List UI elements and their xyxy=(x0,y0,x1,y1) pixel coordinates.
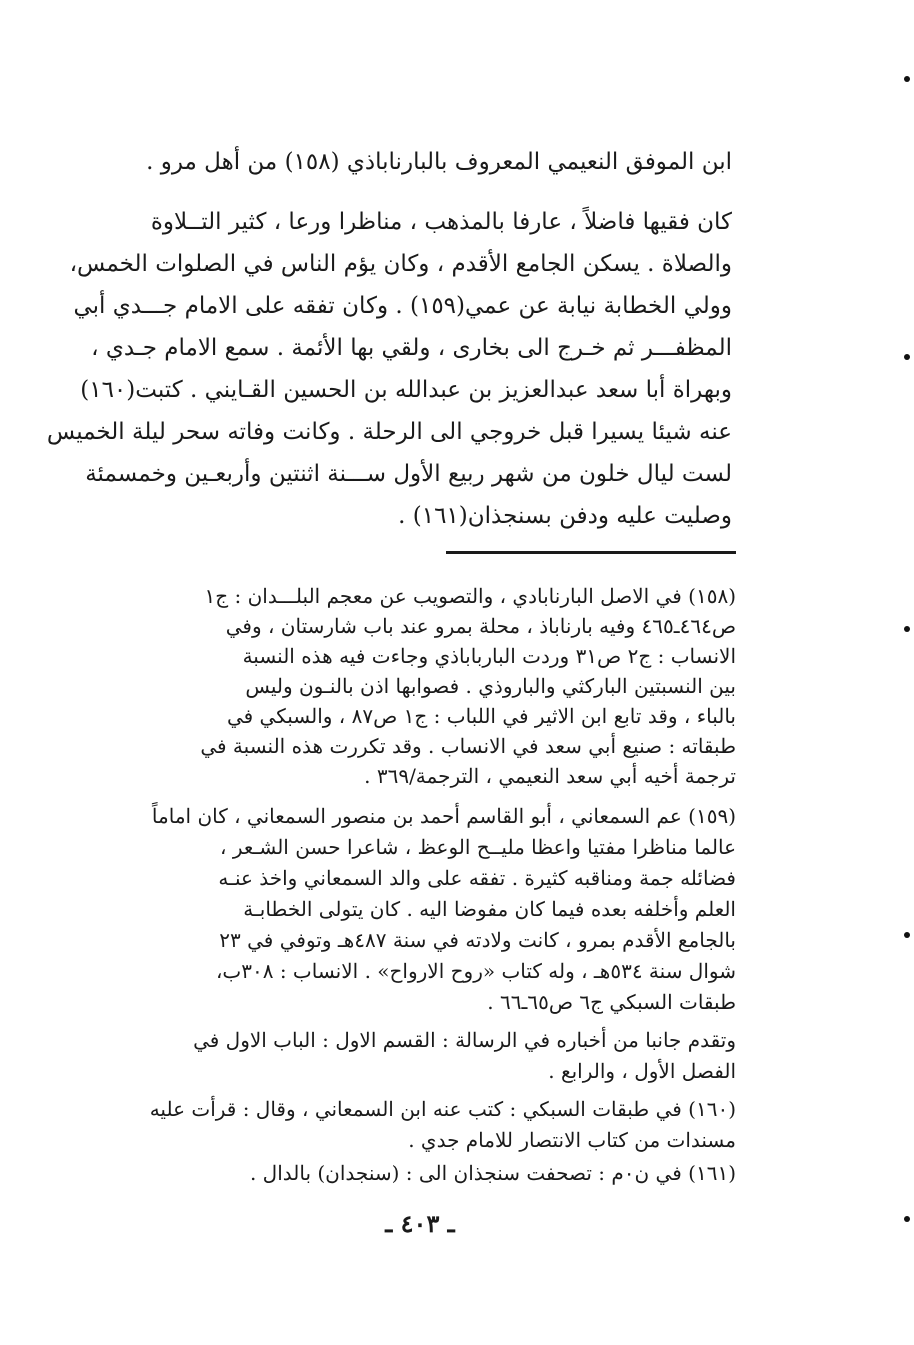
footnote-158-line: طبقاته : صنيع أبي سعد في الانساب . وقد تكررت هذه النسبة في xyxy=(200,734,736,758)
footnote-160-line: (١٦٠) في طبقات السبكي : كتب عنه ابن السمعاني ، وقال : قرأت عليه xyxy=(149,1097,736,1121)
footnote-159-line: فضائله جمة ومناقبه كثيرة . تفقه على والد السمعاني واخذ عنـه xyxy=(218,866,736,890)
body-line: المظفـــر ثم خـرج الى بخارى ، ولقي بها الأئمة . سمع الامام جـدي ، xyxy=(91,335,732,361)
margin-mark xyxy=(904,76,910,82)
footnote-159-line: العلم وأخلفه بعده فيما كان مفوضا اليه . كان يتولى الخطابـة xyxy=(243,897,736,921)
footnote-159-line: عالما مناظرا مفتيا واعظا مليــح الوعظ ، شاعرا حسن الشـعر ، xyxy=(220,835,736,859)
page-number: ـ ٤٠٣ ـ xyxy=(385,1209,455,1238)
body-line: لست ليال خلون من شهر ربيع الأول ســـنة اثنتين وأربعـين وخمسمئة xyxy=(85,461,732,487)
footnote-159-line: طبقات السبكي ج٦ ص٦٥ـ٦٦ . xyxy=(487,990,736,1014)
footnote-159-line: وتقدم جانبا من أخباره في الرسالة : القسم الاول : الباب الاول في xyxy=(193,1028,736,1052)
footnote-159-line: شوال سنة ٥٣٤هـ ، وله كتاب «روح الارواح» . الانساب : ٣٠٨ب، xyxy=(215,959,736,983)
footnote-159-line: (١٥٩) عم السمعاني ، أبو القاسم أحمد بن منصور السمعاني ، كان اماماً xyxy=(151,804,736,828)
body-line: كان فقيها فاضلاً ، عارفا بالمذهب ، مناظرا ورعا ، كثير التــلاوة xyxy=(150,209,732,235)
margin-mark xyxy=(904,1216,910,1222)
body-line: وبهراة أبا سعد عبدالعزيز بن عبدالله بن الحسين القـايني . كتبت(١٦٠) xyxy=(80,377,732,403)
footnote-158-line: (١٥٨) في الاصل البارنابادي ، والتصويب عن معجم البلـــدان : ج١ xyxy=(204,584,736,608)
footnote-160-line: مسندات من كتاب الانتصار للامام جدي . xyxy=(408,1128,736,1152)
footnote-159-line: الفصل الأول ، والرابع . xyxy=(548,1059,736,1083)
body-line: وولي الخطابة نيابة عن عمي(١٥٩) . وكان تفقه على الامام جـــدي أبي xyxy=(73,293,732,319)
footnote-158-line: بين النسبتين الباركثي والباروذي . فصوابها اذن بالنـون وليس xyxy=(245,674,736,698)
footnote-159-line: بالجامع الأقدم بمرو ، كانت ولادته في سنة ٤٨٧هـ وتوفي في ٢٣ xyxy=(219,928,736,952)
margin-mark xyxy=(904,626,910,632)
footnote-158-line: بالباء ، وقد تابع ابن الاثير في اللباب : ج١ ص٨٧ ، والسبكي في xyxy=(226,704,736,728)
footnote-158-line: ص٤٦٤ـ٤٦٥ وفيه بارناباذ ، محلة بمرو عند باب شارستان ، وفي xyxy=(225,614,736,638)
body-line: وصليت عليه ودفن بسنجذان(١٦١) . xyxy=(398,503,732,529)
footnote-divider xyxy=(446,551,736,554)
footnote-158-line: ترجمة أخيه أبي سعد النعيمي ، الترجمة/٣٦٩ . xyxy=(364,764,736,788)
body-line: عنه شيئا يسيرا قبل خروجي الى الرحلة . وكانت وفاته سحر ليلة الخميس xyxy=(46,419,732,445)
margin-mark xyxy=(904,354,910,360)
body-line: والصلاة . يسكن الجامع الأقدم ، وكان يؤم الناس في الصلوات الخمس، xyxy=(69,251,732,277)
footnote-158-line: الانساب : ج٢ ص٣١ وردت البارباباذي وجاءت فيه هذه النسبة xyxy=(242,644,736,668)
margin-mark xyxy=(904,932,910,938)
header-line: ابن الموفق النعيمي المعروف بالبارناباذي (١٥٨) من أهل مرو . xyxy=(146,149,732,175)
footnote-161-line: (١٦١) في ن٠م : تصحفت سنجذان الى : (سنجدان) بالدال . xyxy=(249,1161,736,1185)
